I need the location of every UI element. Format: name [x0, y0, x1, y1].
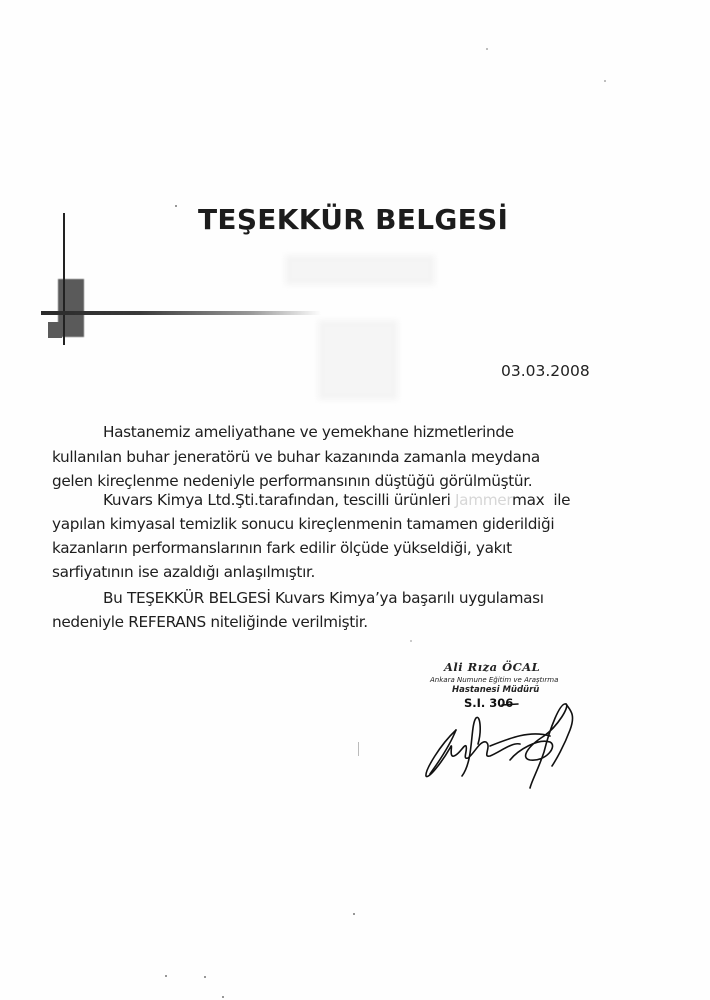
scan-speck	[204, 976, 206, 978]
paragraph-1	[52, 420, 540, 493]
scan-speck	[358, 742, 359, 756]
scan-speck	[353, 913, 355, 915]
signatory-name: Ali Rıza ÖCAL	[444, 660, 541, 674]
decorative-ornament-horizontal-line	[41, 311, 321, 315]
text-line: Hastanemiz ameliyathane ve yemekhane hizmetlerinde	[103, 423, 514, 441]
scan-speck	[165, 975, 167, 977]
document-date: 03.03.2008	[501, 362, 590, 380]
scan-speck	[222, 996, 224, 998]
handwritten-signature-icon	[420, 700, 590, 790]
text-line: nedeniyle REFERANS niteliğinde verilmiştir.	[52, 613, 368, 631]
text-line: sarfiyatının ise azaldığı anlaşılmıştır.	[52, 563, 316, 581]
decorative-ornament-block	[48, 322, 62, 338]
document-title: TEŞEKKÜR BELGESİ	[198, 203, 509, 236]
text-span: ile	[544, 491, 571, 509]
text-line: kullanılan buhar jeneratörü ve buhar kazanında zamanla meydana	[52, 448, 540, 466]
signatory-title: Hastanesi Müdürü	[452, 685, 540, 695]
text-line: Bu TEŞEKKÜR BELGESİ Kuvars Kimya’ya başarılı uygulaması	[103, 589, 544, 607]
text-line: yapılan kimyasal temizlik sonucu kireçlenmenin tamamen giderildiği	[52, 515, 555, 533]
scan-speck	[604, 80, 606, 82]
paragraph-3	[52, 586, 544, 634]
text-line: gelen kireçlenme nedeniyle performansının düştüğü görülmüştür.	[52, 472, 533, 490]
scan-speck	[175, 205, 177, 207]
product-name: max	[512, 491, 545, 509]
paragraph-2	[52, 488, 570, 584]
text-span: Kuvars Kimya Ltd.Şti.tarafından, tescilli ürünleri	[103, 491, 456, 509]
scan-speck	[410, 640, 412, 642]
text-line: kazanların performanslarının fark edilir ölçüde yükseldiği, yakıt	[52, 539, 512, 557]
product-name-faded: Jammer	[455, 491, 513, 509]
scan-smudge	[285, 255, 435, 285]
text-line	[52, 488, 570, 512]
decorative-ornament-vertical-line	[63, 213, 65, 345]
scan-speck	[486, 48, 488, 50]
scan-smudge	[318, 320, 398, 400]
signatory-institution: Ankara Numune Eğitim ve Araştırma	[430, 676, 559, 684]
signatory-code: S.I. 306	[464, 696, 514, 710]
